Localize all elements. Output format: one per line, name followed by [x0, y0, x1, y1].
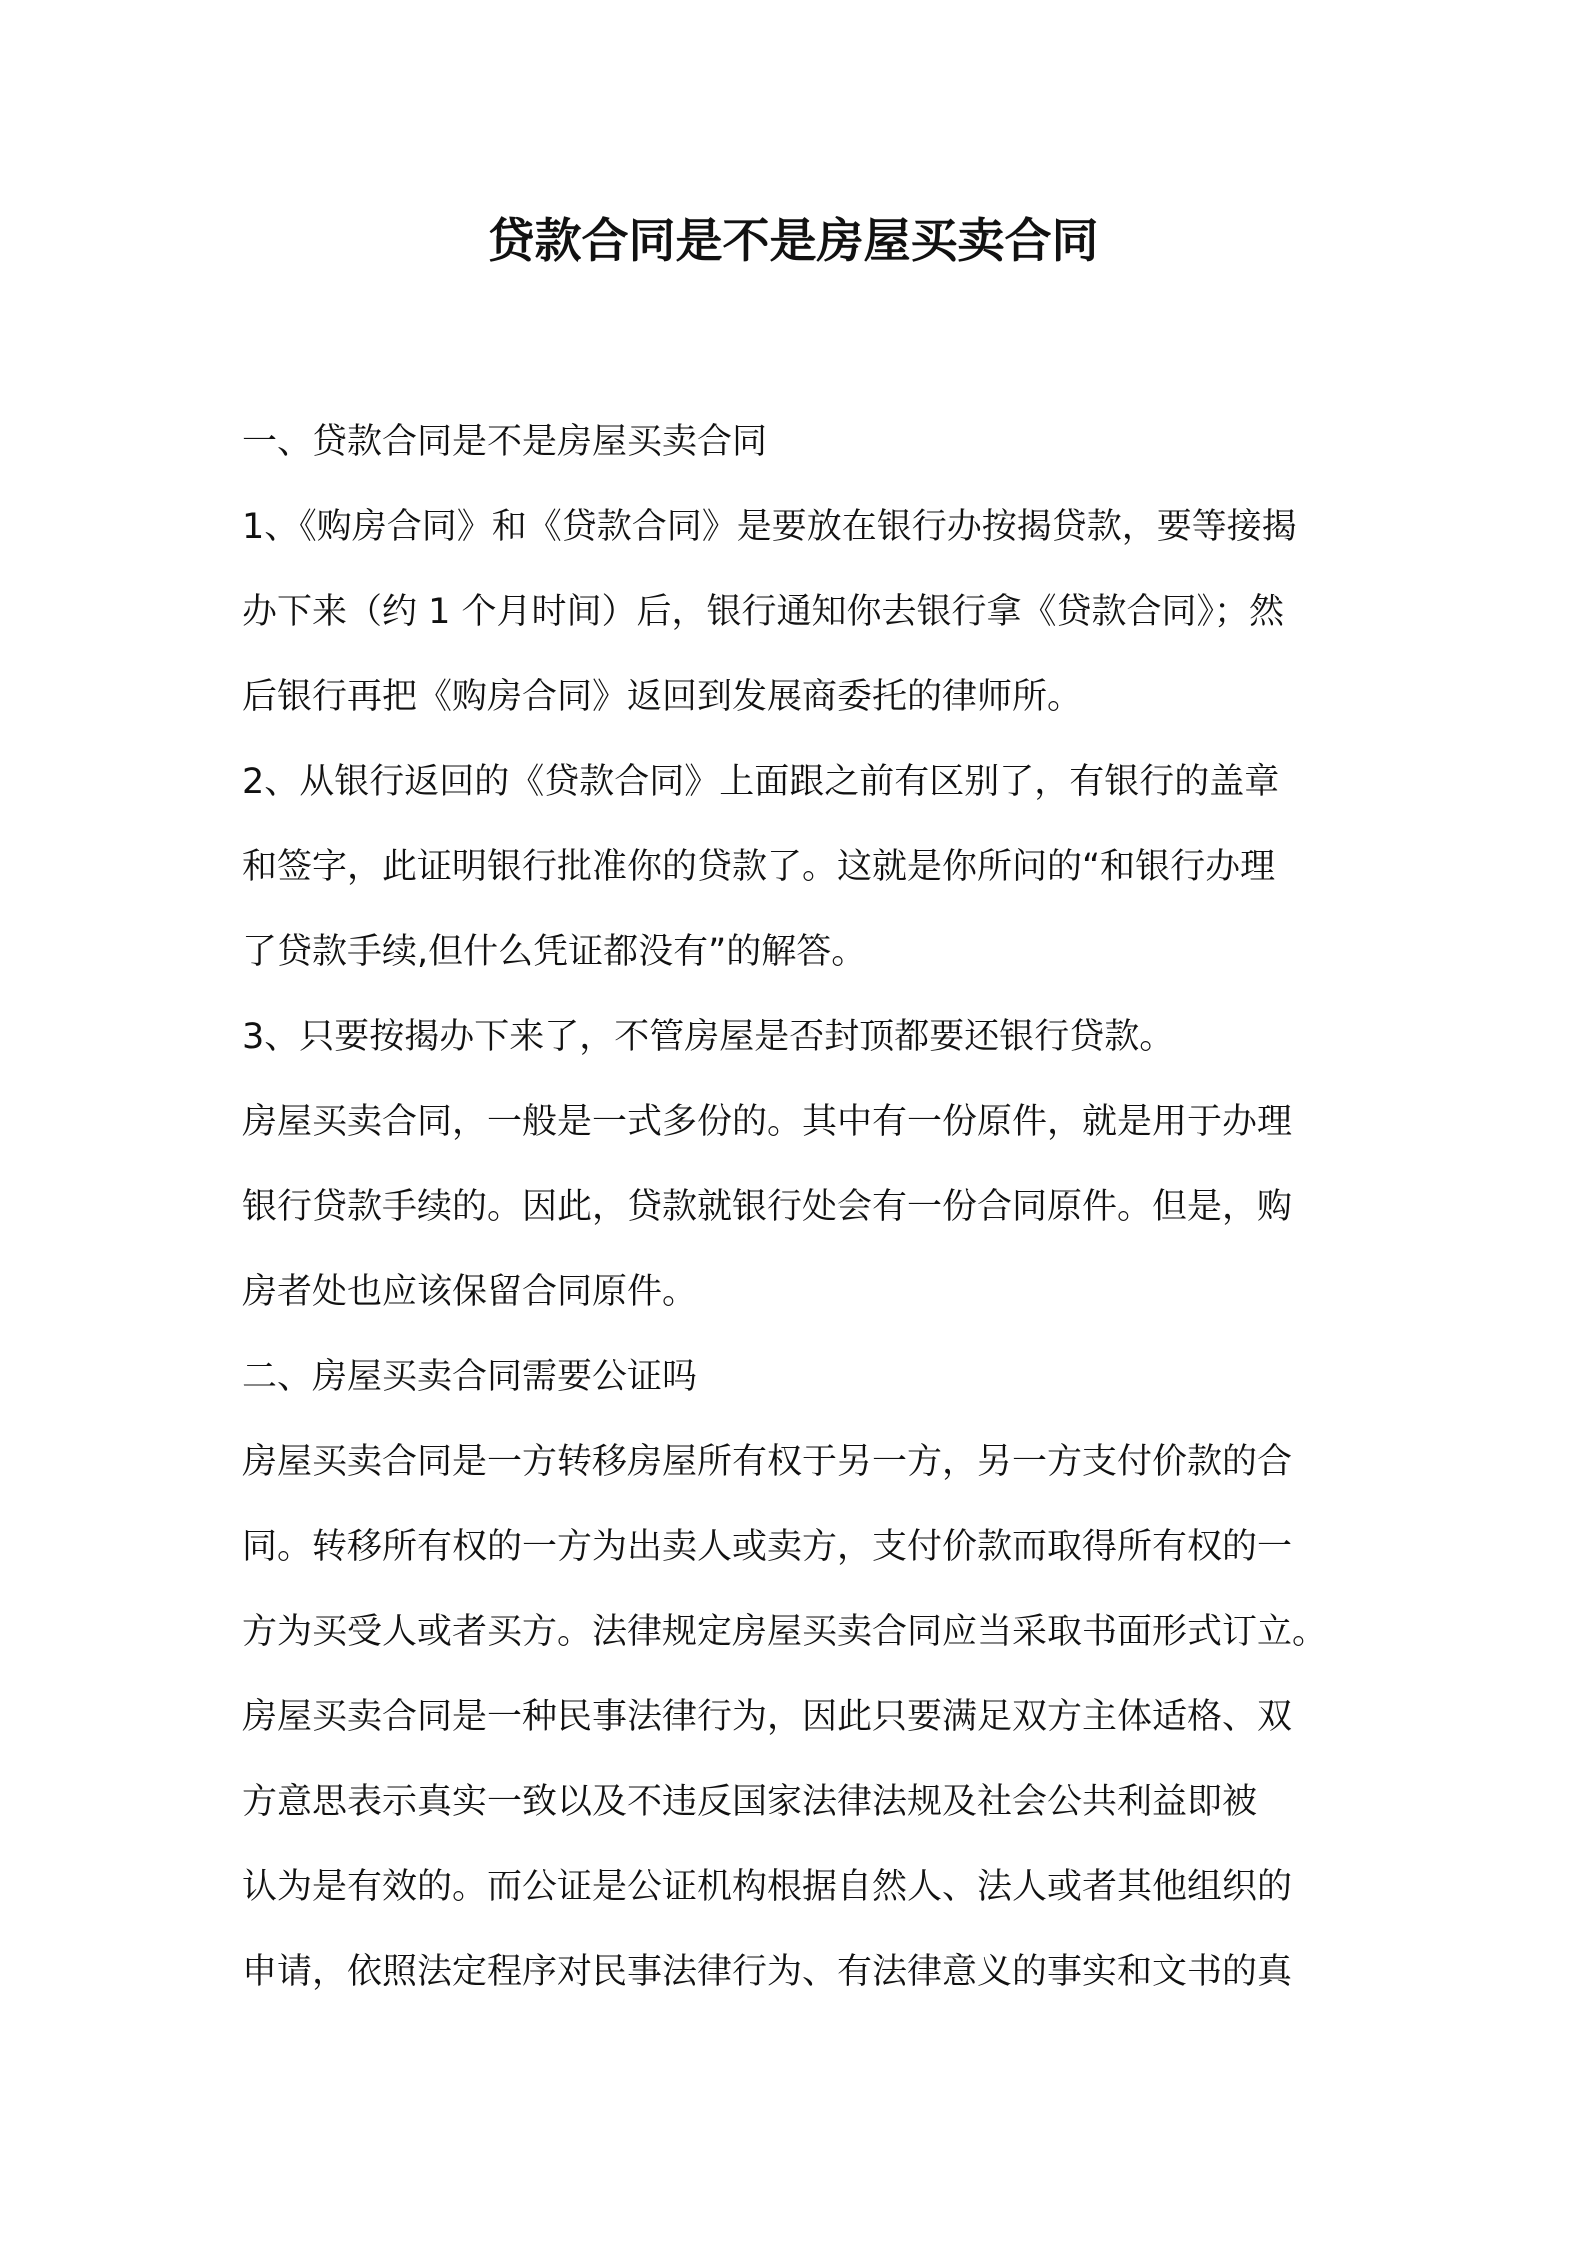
section-heading-2: 二、房屋买卖合同需要公证吗 — [242, 1357, 698, 1397]
paragraph-line: 银行贷款手续的。因此，贷款就银行处会有一份合同原件。但是，购 — [242, 1187, 1293, 1227]
paragraph-line: 房屋买卖合同是一种民事法律行为，因此只要满足双方主体适格、双 — [242, 1697, 1293, 1737]
paragraph-line: 了贷款手续,但什么凭证都没有”的解答。 — [242, 932, 867, 972]
paragraph-line: 房者处也应该保留合同原件。 — [242, 1272, 698, 1312]
document-title: 贷款合同是不是房屋买卖合同 — [487, 214, 1099, 269]
paragraph-line: 2、从银行返回的《贷款合同》上面跟之前有区别了，有银行的盖章 — [242, 762, 1280, 802]
paragraph-line: 房屋买卖合同，一般是一式多份的。其中有一份原件，就是用于办理 — [242, 1102, 1293, 1142]
paragraph-line: 办下来（约 1 个月时间）后，银行通知你去银行拿《贷款合同》；然 — [242, 592, 1285, 632]
paragraph-line: 房屋买卖合同是一方转移房屋所有权于另一方，另一方支付价款的合 — [242, 1442, 1293, 1482]
paragraph-line: 后银行再把《购房合同》返回到发展商委托的律师所。 — [242, 677, 1083, 717]
section-heading-1: 一、贷款合同是不是房屋买卖合同 — [242, 422, 768, 462]
paragraph-line: 认为是有效的。而公证是公证机构根据自然人、法人或者其他组织的 — [242, 1867, 1293, 1907]
document-body — [242, 400, 1362, 2015]
paragraph-line: 1、《购房合同》和《贷款合同》是要放在银行办按揭贷款，要等接揭 — [242, 507, 1297, 547]
paragraph-line: 申请，依照法定程序对民事法律行为、有法律意义的事实和文书的真 — [242, 1952, 1293, 1992]
paragraph-line: 方意思表示真实一致以及不违反国家法律法规及社会公共利益即被 — [242, 1782, 1258, 1822]
paragraph-line: 同。转移所有权的一方为出卖人或卖方，支付价款而取得所有权的一 — [242, 1527, 1293, 1567]
paragraph-line: 方为买受人或者买方。法律规定房屋买卖合同应当采取书面形式订立。 — [242, 1612, 1328, 1652]
paragraph-line: 和签字，此证明银行批准你的贷款了。这就是你所问的“和银行办理 — [242, 847, 1276, 887]
paragraph-line: 3、只要按揭办下来了，不管房屋是否封顶都要还银行贷款。 — [242, 1017, 1175, 1057]
